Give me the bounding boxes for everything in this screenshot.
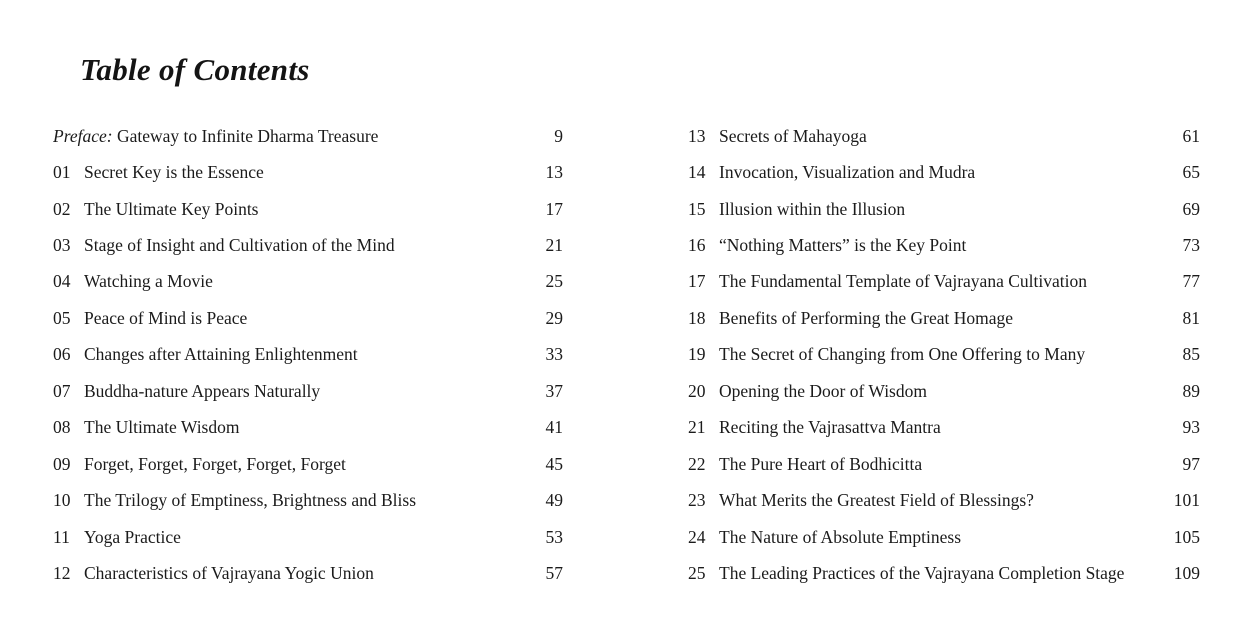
toc-entry <box>688 482 1200 518</box>
toc-entry <box>53 300 563 336</box>
toc-entry <box>688 154 1200 190</box>
toc-entry <box>688 410 1200 446</box>
page-number: 41 <box>545 417 563 438</box>
toc-entry <box>53 118 563 154</box>
page-number: 25 <box>545 271 563 292</box>
page-number: 81 <box>1182 307 1200 328</box>
chapter-title: Secrets of Mahayoga <box>719 125 867 146</box>
toc-entry <box>688 300 1200 336</box>
chapter-number: 15 <box>688 198 706 219</box>
page-number: 97 <box>1182 453 1200 474</box>
chapter-title: Opening the Door of Wisdom <box>719 380 927 401</box>
chapter-number: 10 <box>53 490 71 511</box>
chapter-number: 01 <box>53 162 71 183</box>
toc-entry <box>53 337 563 373</box>
chapter-number: 17 <box>688 271 706 292</box>
chapter-number: 22 <box>688 453 706 474</box>
toc-column-right <box>688 118 1200 592</box>
toc-entry <box>688 446 1200 482</box>
toc-entry <box>53 264 563 300</box>
toc-entry <box>688 264 1200 300</box>
page-number: 53 <box>545 526 563 547</box>
toc-entry <box>688 191 1200 227</box>
toc-entry <box>53 191 563 227</box>
page-number: 69 <box>1182 198 1200 219</box>
chapter-title: Stage of Insight and Cultivation of the Mind <box>84 235 395 256</box>
chapter-number: 06 <box>53 344 71 365</box>
page-number: 101 <box>1173 490 1200 511</box>
toc-entry <box>688 373 1200 409</box>
chapter-title: Invocation, Visualization and Mudra <box>719 162 976 183</box>
toc-entry <box>53 227 563 263</box>
chapter-number: 04 <box>53 271 71 292</box>
chapter-title: The Nature of Absolute Emptiness <box>719 526 962 547</box>
toc-entry <box>688 555 1200 591</box>
page-number: 45 <box>545 453 563 474</box>
page-number: 93 <box>1182 417 1200 438</box>
chapter-title: Buddha-nature Appears Naturally <box>84 380 321 401</box>
chapter-number: 03 <box>53 235 71 256</box>
page-number: 89 <box>1182 380 1200 401</box>
chapter-number: 14 <box>688 162 706 183</box>
chapter-title: The Leading Practices of the Vajrayana Completion Stage <box>719 562 1125 583</box>
chapter-title: Watching a Movie <box>84 271 213 292</box>
chapter-number: 19 <box>688 344 706 365</box>
page-number: 109 <box>1173 562 1200 583</box>
toc-entry <box>688 118 1200 154</box>
chapter-title: The Trilogy of Emptiness, Brightness and Bliss <box>84 490 417 511</box>
chapter-number: 18 <box>688 307 706 328</box>
page-number: 33 <box>545 344 563 365</box>
chapter-title: The Secret of Changing from One Offering to Many <box>719 344 1086 365</box>
chapter-number: 21 <box>688 417 706 438</box>
toc-grid <box>53 118 1200 592</box>
toc-entry <box>53 446 563 482</box>
page-number: 21 <box>545 235 563 256</box>
toc-entry <box>688 337 1200 373</box>
toc-entry <box>53 154 563 190</box>
page-number: 37 <box>545 380 563 401</box>
chapter-title: Benefits of Performing the Great Homage <box>719 307 1014 328</box>
chapter-number: 09 <box>53 453 71 474</box>
page-number: 61 <box>1182 125 1200 146</box>
page-number: 77 <box>1182 271 1200 292</box>
chapter-title: Changes after Attaining Enlightenment <box>84 344 358 365</box>
page-number: 105 <box>1173 526 1200 547</box>
page-number: 9 <box>554 125 563 146</box>
chapter-title: Reciting the Vajrasattva Mantra <box>719 417 941 438</box>
page-number: 29 <box>545 307 563 328</box>
page-title: Table of Contents <box>80 51 310 87</box>
page-number: 65 <box>1182 162 1200 183</box>
chapter-number: 11 <box>53 526 70 547</box>
chapter-number: 20 <box>688 380 706 401</box>
page-number: 13 <box>545 162 563 183</box>
page-number: 57 <box>545 562 563 583</box>
chapter-number: 13 <box>688 125 706 146</box>
chapter-title: The Pure Heart of Bodhicitta <box>719 453 923 474</box>
chapter-title: Peace of Mind is Peace <box>84 307 248 328</box>
chapter-number: 08 <box>53 417 71 438</box>
toc-entry <box>53 519 563 555</box>
chapter-title: Secret Key is the Essence <box>84 162 264 183</box>
chapter-title: “Nothing Matters” is the Key Point <box>719 235 967 256</box>
chapter-title: Illusion within the Illusion <box>719 198 906 219</box>
toc-entry <box>688 227 1200 263</box>
toc-column-left <box>53 118 563 592</box>
page-number: 49 <box>545 490 563 511</box>
chapter-title: The Fundamental Template of Vajrayana Cultivation <box>719 271 1087 292</box>
page-number: 73 <box>1182 235 1200 256</box>
chapter-number: 16 <box>688 235 706 256</box>
chapter-number: 25 <box>688 562 706 583</box>
chapter-title: Yoga Practice <box>84 526 181 547</box>
chapter-number: 02 <box>53 198 71 219</box>
chapter-number: 23 <box>688 490 706 511</box>
chapter-number: 12 <box>53 562 71 583</box>
chapter-number: 07 <box>53 380 71 401</box>
chapter-title: Forget, Forget, Forget, Forget, Forget <box>84 453 346 474</box>
page-number: 85 <box>1182 344 1200 365</box>
chapter-title: Characteristics of Vajrayana Yogic Union <box>84 562 374 583</box>
chapter-number: 05 <box>53 307 71 328</box>
preface-label: Preface: <box>53 125 113 146</box>
toc-entry <box>688 519 1200 555</box>
toc-entry <box>53 373 563 409</box>
chapter-title: What Merits the Greatest Field of Blessings? <box>719 490 1034 511</box>
toc-entry <box>53 482 563 518</box>
page-number: 17 <box>545 198 563 219</box>
chapter-title: The Ultimate Key Points <box>84 198 259 219</box>
toc-entry <box>53 555 563 591</box>
chapter-number: 24 <box>688 526 706 547</box>
chapter-title: Preface: Gateway to Infinite Dharma Treasure <box>53 125 379 146</box>
toc-entry <box>53 410 563 446</box>
chapter-title: The Ultimate Wisdom <box>84 417 240 438</box>
